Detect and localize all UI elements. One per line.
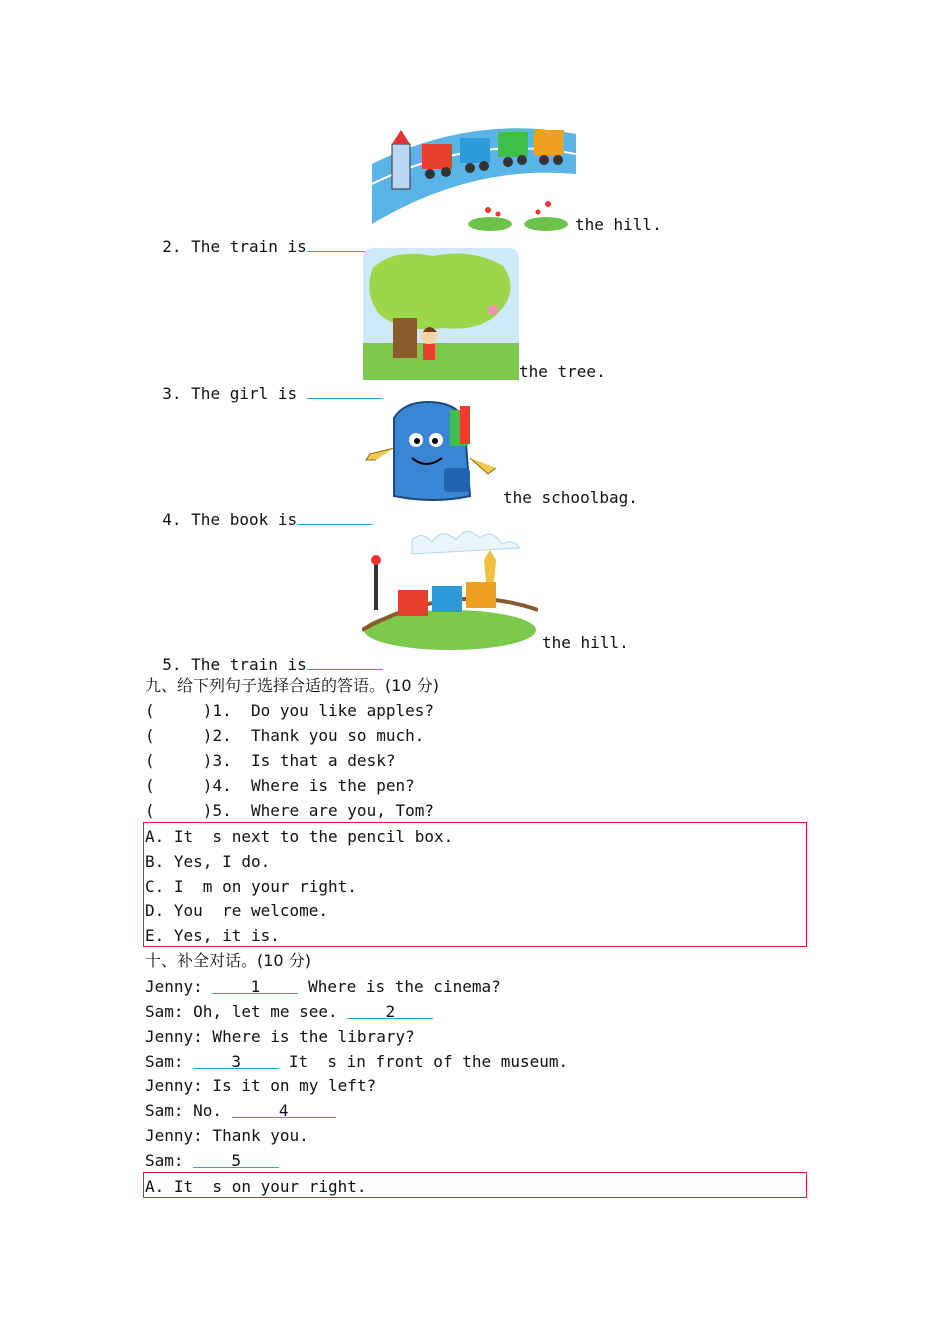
dialogue-blank-2[interactable]: 2 [347, 1002, 433, 1019]
exercise-item-3: 3. The girl is [143, 362, 383, 404]
dialogue-blank-5[interactable]: 5 [193, 1151, 279, 1168]
answer-blank-3[interactable] [307, 382, 383, 399]
question-2: ( )2. Thank you so much. [145, 726, 425, 745]
option-b: B. Yes, I do. [145, 852, 271, 871]
exercise-item-4: 4. The book is [143, 488, 373, 530]
train-through-hill-picture [362, 520, 538, 650]
exercise-item-5: 5. The train is [143, 633, 383, 675]
dialogue-line-2: Sam: Oh, let me see. 2 [145, 1002, 433, 1022]
exercise-item-4-end: the schoolbag. [503, 488, 638, 507]
exercise-item-5-end: the hill. [542, 633, 629, 652]
question-4: ( )4. Where is the pen? [145, 776, 415, 795]
dialogue-blank-4[interactable]: 4 [232, 1101, 336, 1118]
exercise-item-2-end: the hill. [575, 215, 662, 234]
girl-under-tree-picture [363, 248, 519, 380]
section10-heading: 十、补全对话。(10 分) [145, 951, 311, 970]
option-c: C. I m on your right. [145, 877, 357, 896]
dialogue-line-6: Sam: No. 4 [145, 1101, 336, 1121]
dialogue-option-a: A. It s on your right. [145, 1177, 367, 1196]
schoolbag-picture [364, 398, 504, 504]
dialogue-blank-3[interactable]: 3 [193, 1052, 279, 1069]
answer-paren[interactable]: ( ) [145, 751, 213, 770]
answer-blank-5[interactable] [307, 653, 383, 670]
dialogue-line-7: Jenny: Thank you. [145, 1126, 309, 1145]
option-a: A. It s next to the pencil box. [145, 827, 454, 846]
dialogue-line-1: Jenny: 1 Where is the cinema? [145, 977, 501, 996]
exercise-item-3-end: the tree. [519, 362, 606, 381]
answer-paren[interactable]: ( ) [145, 701, 213, 720]
dialogue-line-5: Jenny: Is it on my left? [145, 1076, 377, 1095]
question-3: ( )3. Is that a desk? [145, 751, 396, 770]
section9-heading: 九、给下列句子选择合适的答语。(10 分) [145, 676, 439, 695]
answer-paren[interactable]: ( ) [145, 801, 213, 820]
hill-grass-picture [468, 196, 570, 232]
question-5: ( )5. Where are you, Tom? [145, 801, 434, 820]
dialogue-line-4: Sam: 3 It s in front of the museum. [145, 1052, 569, 1071]
dialogue-line-8: Sam: 5 [145, 1151, 279, 1171]
dialogue-blank-1[interactable]: 1 [212, 977, 298, 994]
answer-paren[interactable]: ( ) [145, 726, 213, 745]
option-d: D. You re welcome. [145, 901, 329, 920]
dialogue-line-3: Jenny: Where is the library? [145, 1027, 415, 1046]
option-e: E. Yes, it is. [145, 926, 280, 945]
exercise-item-2: 2. The train is [143, 215, 383, 257]
answer-paren[interactable]: ( ) [145, 776, 213, 795]
question-1: ( )1. Do you like apples? [145, 701, 434, 720]
